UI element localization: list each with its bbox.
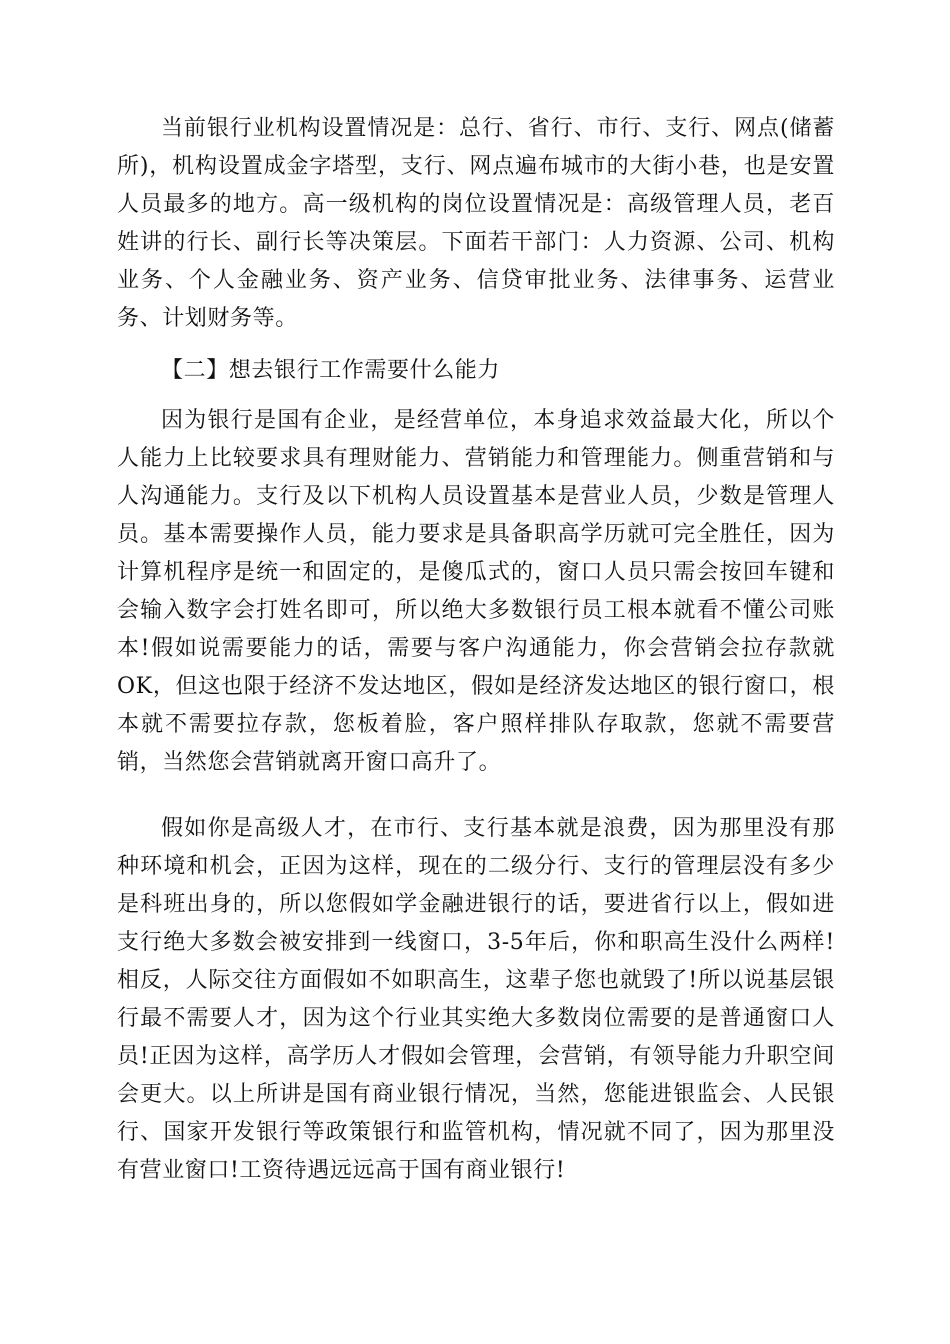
paragraph-org-structure: 当前银行业机构设置情况是：总行、省行、市行、支行、网点(储蓄所)，机构设置成金字塔型，支行、网点遍布城市的大街小巷，也是安置人员最多的地方。高一级机构的岗位设置情况是：高级管理人员，老百姓讲的行长、副行长等决策层。下面若干部门：人力资源、公司、机构业务、个人金融业务、资产业务、信贷审批业务、法律事务、运营业务、计划财务等。 — [117, 116, 835, 331]
document-page — [117, 110, 835, 1190]
paragraph-abilities: 因为银行是国有企业，是经营单位，本身追求效益最大化，所以个人能力上比较要求具有理财能力、营销能力和管理能力。侧重营销和与人沟通能力。支行及以下机构人员设置基本是营业人员，少数是管理人员。基本需要操作人员，能力要求是具备职高学历就可完全胜任，因为计算机程序是统一和固定的，是傻瓜式的，窗口人员只需会按回车键和会输入数字会打姓名即可，所以绝大多数银行员工根本就看不懂公司账本!假如说需要能力的话，需要与客户沟通能力，你会营销会拉存款就OK，但这也限于经济不发达地区，假如是经济发达地区的银行窗口，根本就不需要拉存款，您板着脸，客户照样排队存取款，您就不需要营销，当然您会营销就离开窗口高升了。 — [117, 408, 835, 775]
section-heading: 【二】想去银行工作需要什么能力 — [161, 358, 501, 383]
paragraph-talent: 假如你是高级人才，在市行、支行基本就是浪费，因为那里没有那种环境和机会，正因为这样，现在的二级分行、支行的管理层没有多少是科班出身的，所以您假如学金融进银行的话，要进省行以上，假如进支行绝大多数会被安排到一线窗口，3-5年后，你和职高生没什么两样!相反，人际交往方面假如不如职高生，这辈子您也就毁了!所以说基层银行最不需要人才，因为这个行业其实绝大多数岗位需要的是普通窗口人员!正因为这样，高学历人才假如会管理，会营销，有领导能力升职空间会更大。以上所讲是国有商业银行情况，当然，您能进银监会、人民银行、国家开发银行等政策银行和监管机构，情况就不同了，因为那里没有营业窗口!工资待遇远远高于国有商业银行! — [117, 816, 835, 1183]
